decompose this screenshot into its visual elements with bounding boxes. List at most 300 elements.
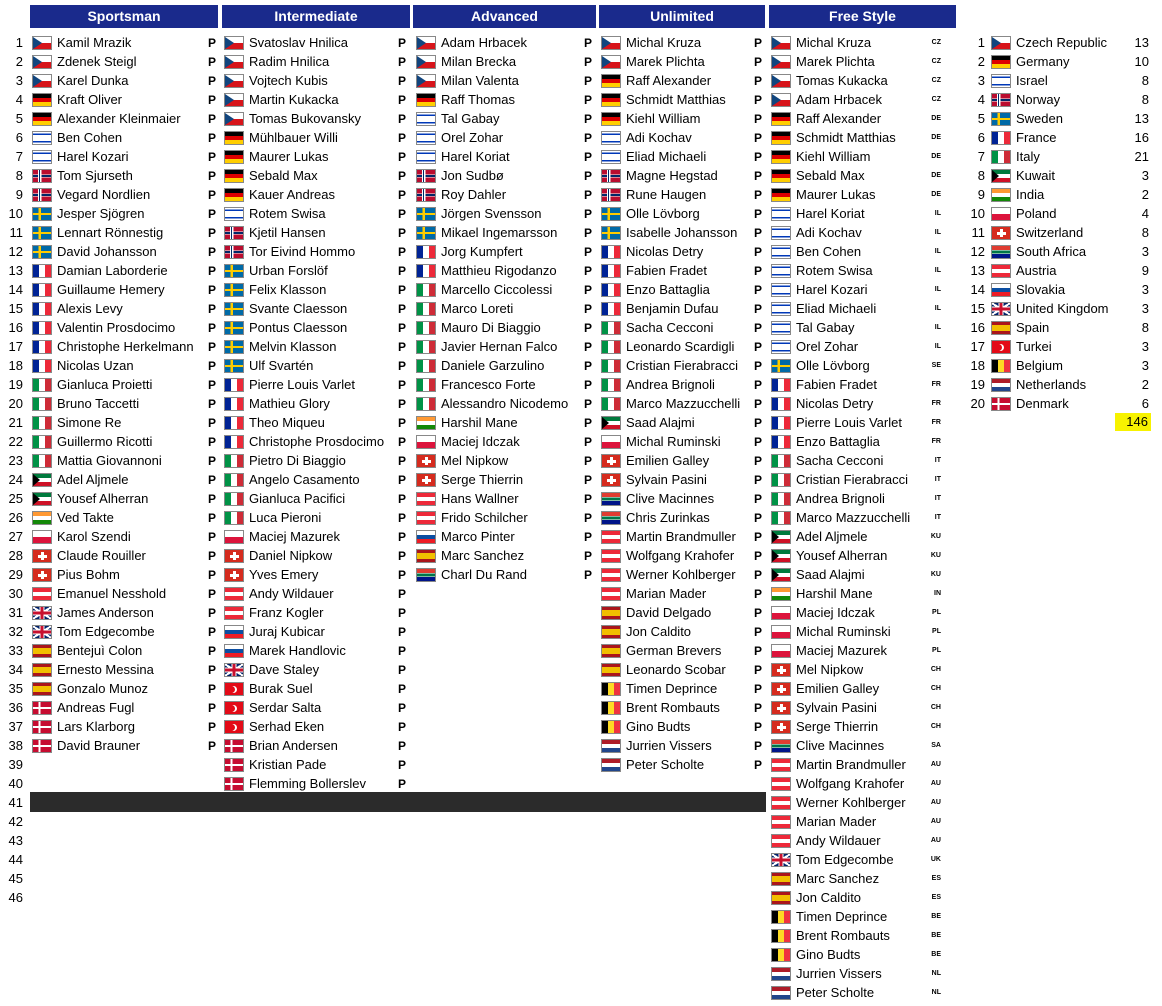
country-rank: 16 xyxy=(970,320,985,335)
competitor-name: Sacha Cecconi xyxy=(626,320,714,335)
status-mark: P xyxy=(397,35,406,50)
flag-fr-icon xyxy=(771,435,791,449)
competitor-name: German Brevers xyxy=(626,643,722,658)
country-row xyxy=(991,128,1111,147)
status-mark: P xyxy=(397,301,406,316)
freestyle-row xyxy=(771,926,941,945)
freestyle-row xyxy=(771,109,941,128)
row-number: 20 xyxy=(8,396,23,411)
competitor-name: Serge Thierrin xyxy=(796,719,879,734)
status-mark: P xyxy=(207,700,216,715)
flag-no-icon xyxy=(416,188,436,202)
country-row xyxy=(991,166,1111,185)
unlimited-row xyxy=(601,261,762,280)
intermediate-row xyxy=(224,622,406,641)
freestyle-row xyxy=(771,375,941,394)
flag-in-icon xyxy=(416,416,436,430)
advanced-row xyxy=(416,280,592,299)
flag-il-icon xyxy=(416,150,436,164)
flag-it-icon xyxy=(991,150,1011,164)
intermediate-row xyxy=(224,299,406,318)
flag-it-icon xyxy=(32,397,52,411)
flag-at-icon xyxy=(771,834,791,848)
country-code: CH xyxy=(930,685,941,692)
flag-il-icon xyxy=(771,283,791,297)
flag-cz-icon xyxy=(224,93,244,107)
flag-at-icon xyxy=(771,796,791,810)
sportsman-row xyxy=(32,527,216,546)
country-name: Germany xyxy=(1016,54,1070,69)
row-number: 2 xyxy=(15,54,23,69)
status-mark: P xyxy=(207,92,216,107)
status-mark: P xyxy=(583,301,592,316)
competitor-name: Isabelle Johansson xyxy=(626,225,738,240)
flag-dk-icon xyxy=(32,720,52,734)
flag-no-icon xyxy=(601,188,621,202)
unlimited-row xyxy=(601,527,762,546)
row-number: 37 xyxy=(8,719,23,734)
flag-es-icon xyxy=(601,606,621,620)
status-mark: P xyxy=(397,396,406,411)
row-number: 18 xyxy=(8,358,23,373)
sportsman-row xyxy=(32,90,216,109)
country-code: CH xyxy=(930,723,941,730)
flag-it-icon xyxy=(416,302,436,316)
country-rank: 8 xyxy=(977,168,985,183)
flag-de-icon xyxy=(224,131,244,145)
unlimited-row xyxy=(601,470,762,489)
competitor-name: Adel Aljmele xyxy=(796,529,868,544)
row-number: 42 xyxy=(8,814,23,829)
freestyle-row xyxy=(771,565,941,584)
intermediate-row xyxy=(224,337,406,356)
competitor-name: Yousef Alherran xyxy=(796,548,888,563)
flag-in-icon xyxy=(991,188,1011,202)
sportsman-row xyxy=(32,451,216,470)
intermediate-row xyxy=(224,394,406,413)
competitor-name: Marian Mader xyxy=(626,586,707,601)
sportsman-row xyxy=(32,299,216,318)
sportsman-row xyxy=(32,736,216,755)
country-count: 3 xyxy=(1141,282,1149,297)
flag-ch-icon xyxy=(416,454,436,468)
country-row xyxy=(991,299,1111,318)
advanced-row xyxy=(416,204,592,223)
flag-se-icon xyxy=(416,207,436,221)
intermediate-row xyxy=(224,204,406,223)
unlimited-row xyxy=(601,375,762,394)
sportsman-row xyxy=(32,185,216,204)
advanced-row xyxy=(416,489,592,508)
competitor-name: Raff Alexander xyxy=(626,73,712,88)
flag-fr-icon xyxy=(32,264,52,278)
competitor-name: Ved Takte xyxy=(57,510,114,525)
country-code: AU xyxy=(930,780,941,787)
status-mark: P xyxy=(583,35,592,50)
flag-it-icon xyxy=(32,454,52,468)
freestyle-row xyxy=(771,337,941,356)
status-mark: P xyxy=(207,168,216,183)
competitor-name: Andy Wildauer xyxy=(249,586,334,601)
country-rank: 17 xyxy=(970,339,985,354)
flag-fr-icon xyxy=(771,397,791,411)
country-code: CH xyxy=(930,704,941,711)
freestyle-row xyxy=(771,584,941,603)
country-rank: 2 xyxy=(977,54,985,69)
row-number: 40 xyxy=(8,776,23,791)
status-mark: P xyxy=(397,339,406,354)
competitor-name: Felix Klasson xyxy=(249,282,327,297)
competitor-name: Roy Dahler xyxy=(441,187,507,202)
status-mark: P xyxy=(753,377,762,392)
status-mark: P xyxy=(207,586,216,601)
competitor-name: Andrea Brignoli xyxy=(796,491,885,506)
status-mark: P xyxy=(753,301,762,316)
sportsman-row xyxy=(32,470,216,489)
flag-il-icon xyxy=(771,245,791,259)
country-count: 3 xyxy=(1141,358,1149,373)
row-number: 16 xyxy=(8,320,23,335)
competitor-name: Marc Sanchez xyxy=(441,548,525,563)
status-mark: P xyxy=(583,225,592,240)
competitor-name: Bruno Taccetti xyxy=(57,396,140,411)
freestyle-row xyxy=(771,299,941,318)
country-count: 21 xyxy=(1134,149,1149,164)
country-code: IL xyxy=(934,305,941,312)
status-mark: P xyxy=(397,244,406,259)
competitor-name: Milan Valenta xyxy=(441,73,519,88)
intermediate-row xyxy=(224,508,406,527)
status-mark: P xyxy=(397,320,406,335)
competitor-name: Enzo Battaglia xyxy=(626,282,710,297)
sportsman-row xyxy=(32,280,216,299)
status-mark: P xyxy=(753,567,762,582)
flag-cz-icon xyxy=(991,36,1011,50)
row-number: 21 xyxy=(8,415,23,430)
status-mark: P xyxy=(207,301,216,316)
competitor-name: Ben Cohen xyxy=(57,130,123,145)
flag-it-icon xyxy=(601,340,621,354)
status-mark: P xyxy=(207,738,216,753)
flag-nl-icon xyxy=(771,986,791,1000)
status-mark: P xyxy=(207,263,216,278)
flag-es-icon xyxy=(416,549,436,563)
intermediate-row xyxy=(224,90,406,109)
sportsman-row xyxy=(32,166,216,185)
competitor-name: Daniele Garzulino xyxy=(441,358,545,373)
flag-be-icon xyxy=(601,682,621,696)
competitor-name: Michal Kruza xyxy=(796,35,872,50)
flag-it-icon xyxy=(601,378,621,392)
freestyle-row xyxy=(771,90,941,109)
flag-no-icon xyxy=(416,169,436,183)
status-mark: P xyxy=(397,149,406,164)
status-mark: P xyxy=(583,263,592,278)
flag-no-icon xyxy=(224,245,244,259)
intermediate-row xyxy=(224,774,406,793)
unlimited-row xyxy=(601,337,762,356)
flag-it-icon xyxy=(32,416,52,430)
competitor-name: Marian Mader xyxy=(796,814,877,829)
country-rank: 18 xyxy=(970,358,985,373)
country-name: Italy xyxy=(1016,149,1040,164)
flag-de-icon xyxy=(601,112,621,126)
country-code: SA xyxy=(931,742,941,749)
flag-fr-icon xyxy=(224,378,244,392)
sportsman-row xyxy=(32,318,216,337)
competitor-name: Maciej Mazurek xyxy=(796,643,888,658)
row-number: 41 xyxy=(8,795,23,810)
flag-kw-icon xyxy=(771,530,791,544)
row-number: 11 xyxy=(9,225,23,240)
status-mark: P xyxy=(583,92,592,107)
competitor-name: David Johansson xyxy=(57,244,157,259)
status-mark: P xyxy=(583,358,592,373)
country-count: 3 xyxy=(1141,339,1149,354)
competitor-name: Michal Ruminski xyxy=(796,624,891,639)
freestyle-row xyxy=(771,964,941,983)
flag-cz-icon xyxy=(32,36,52,50)
flag-de-icon xyxy=(601,74,621,88)
competitor-name: Peter Scholte xyxy=(626,757,705,772)
flag-de-icon xyxy=(224,188,244,202)
status-mark: P xyxy=(753,415,762,430)
advanced-row xyxy=(416,128,592,147)
competitor-name: Pontus Claesson xyxy=(249,320,348,335)
status-mark: P xyxy=(207,681,216,696)
flag-dk-icon xyxy=(224,777,244,791)
competitor-name: Marco Loreti xyxy=(441,301,514,316)
intermediate-row xyxy=(224,584,406,603)
advanced-row xyxy=(416,394,592,413)
country-code: NL xyxy=(931,970,941,977)
freestyle-row xyxy=(771,945,941,964)
country-code: DE xyxy=(931,172,941,179)
competitor-name: Marco Mazzucchelli xyxy=(796,510,911,525)
status-mark: P xyxy=(397,206,406,221)
flag-es-icon xyxy=(32,682,52,696)
competitor-name: Sebald Max xyxy=(796,168,865,183)
sportsman-row xyxy=(32,603,216,622)
country-rank: 12 xyxy=(970,244,985,259)
flag-fr-icon xyxy=(32,340,52,354)
sportsman-row xyxy=(32,128,216,147)
competitor-name: Valentin Prosdocimo xyxy=(57,320,176,335)
row-number: 7 xyxy=(15,149,23,164)
row-number: 31 xyxy=(8,605,23,620)
advanced-row xyxy=(416,90,592,109)
freestyle-row xyxy=(771,793,941,812)
status-mark: P xyxy=(397,624,406,639)
flag-no-icon xyxy=(32,169,52,183)
intermediate-row xyxy=(224,755,406,774)
competitor-name: Karol Szendi xyxy=(57,529,131,544)
unlimited-row xyxy=(601,679,762,698)
row-number: 26 xyxy=(8,510,23,525)
status-mark: P xyxy=(207,434,216,449)
competitor-name: Angelo Casamento xyxy=(249,472,360,487)
competitor-name: Andrea Brignoli xyxy=(626,377,715,392)
flag-at-icon xyxy=(32,587,52,601)
competitor-name: Tomas Bukovansky xyxy=(249,111,361,126)
competitor-name: Orel Zohar xyxy=(796,339,859,354)
status-mark: P xyxy=(207,415,216,430)
flag-it-icon xyxy=(416,359,436,373)
country-code: IN xyxy=(934,590,941,597)
freestyle-row xyxy=(771,850,941,869)
status-mark: P xyxy=(207,282,216,297)
flag-ch-icon xyxy=(224,568,244,582)
country-code: IL xyxy=(934,210,941,217)
competitor-name: Eliad Michaeli xyxy=(626,149,707,164)
competitor-name: Vegard Nordlien xyxy=(57,187,151,202)
competitor-name: Yves Emery xyxy=(249,567,319,582)
competitor-name: Marc Sanchez xyxy=(796,871,880,886)
flag-cz-icon xyxy=(601,36,621,50)
status-mark: P xyxy=(583,187,592,202)
country-name: Poland xyxy=(1016,206,1057,221)
country-count: 16 xyxy=(1134,130,1149,145)
competitor-name: Tomas Kukacka xyxy=(796,73,888,88)
sportsman-row xyxy=(32,546,216,565)
flag-de-icon xyxy=(224,150,244,164)
row-number: 25 xyxy=(8,491,23,506)
flag-il-icon xyxy=(771,340,791,354)
flag-tr-icon xyxy=(224,720,244,734)
flag-es-icon xyxy=(601,625,621,639)
unlimited-row xyxy=(601,223,762,242)
row-number: 9 xyxy=(15,187,23,202)
status-mark: P xyxy=(753,529,762,544)
competitor-name: Wolfgang Krahofer xyxy=(796,776,905,791)
flag-pl-icon xyxy=(771,644,791,658)
competitor-name: Cristian Fierabracci xyxy=(796,472,908,487)
status-mark: P xyxy=(753,282,762,297)
flag-cz-icon xyxy=(224,36,244,50)
status-mark: P xyxy=(397,681,406,696)
row-number: 3 xyxy=(15,73,23,88)
country-code: IL xyxy=(934,229,941,236)
sportsman-row xyxy=(32,584,216,603)
competitor-name: Saad Alajmi xyxy=(626,415,695,430)
flag-it-icon xyxy=(601,359,621,373)
sportsman-row xyxy=(32,71,216,90)
sportsman-row xyxy=(32,508,216,527)
competitor-name: Benjamin Dufau xyxy=(626,301,719,316)
country-code: CZ xyxy=(931,39,941,46)
competitor-name: Juraj Kubicar xyxy=(249,624,325,639)
status-mark: P xyxy=(753,263,762,278)
unlimited-row xyxy=(601,603,762,622)
competitor-name: Harel Kozari xyxy=(796,282,868,297)
status-mark: P xyxy=(397,358,406,373)
flag-za-icon xyxy=(771,739,791,753)
competitor-name: Maurer Lukas xyxy=(249,149,329,164)
flag-se-icon xyxy=(224,264,244,278)
competitor-name: Brent Rombauts xyxy=(626,700,720,715)
competitor-name: Matthieu Rigodanzo xyxy=(441,263,557,278)
status-mark: P xyxy=(397,510,406,525)
flag-it-icon xyxy=(601,321,621,335)
flag-de-icon xyxy=(601,93,621,107)
competitor-name: Daniel Nipkow xyxy=(249,548,333,563)
freestyle-row xyxy=(771,128,941,147)
competitor-name: Jörgen Svensson xyxy=(441,206,542,221)
country-name: France xyxy=(1016,130,1057,145)
header-sportsman: Sportsman xyxy=(30,5,218,28)
flag-it-icon xyxy=(416,378,436,392)
country-code: ES xyxy=(931,875,941,882)
intermediate-row xyxy=(224,318,406,337)
intermediate-row xyxy=(224,736,406,755)
freestyle-row xyxy=(771,888,941,907)
flag-no-icon xyxy=(224,226,244,240)
flag-dk-icon xyxy=(991,397,1011,411)
status-mark: P xyxy=(207,73,216,88)
freestyle-row xyxy=(771,185,941,204)
row-number: 8 xyxy=(15,168,23,183)
flag-de-icon xyxy=(32,93,52,107)
row-number: 43 xyxy=(8,833,23,848)
status-mark: P xyxy=(753,738,762,753)
competitor-name: Harel Koriat xyxy=(441,149,510,164)
status-mark: P xyxy=(207,548,216,563)
advanced-row xyxy=(416,527,592,546)
sportsman-row xyxy=(32,622,216,641)
unlimited-row xyxy=(601,128,762,147)
competitor-name: Svante Claesson xyxy=(249,301,348,316)
status-mark: P xyxy=(207,453,216,468)
competitor-name: Guillermo Ricotti xyxy=(57,434,153,449)
competitor-name: Flemming Bollerslev xyxy=(249,776,367,791)
flag-pl-icon xyxy=(771,606,791,620)
status-mark: P xyxy=(753,358,762,373)
competitor-name: Rune Haugen xyxy=(626,187,707,202)
country-rank: 1 xyxy=(977,35,985,50)
intermediate-row xyxy=(224,261,406,280)
flag-dk-icon xyxy=(32,739,52,753)
unlimited-row xyxy=(601,698,762,717)
country-name: Belgium xyxy=(1016,358,1063,373)
country-code: DE xyxy=(931,134,941,141)
flag-ch-icon xyxy=(601,454,621,468)
competitor-name: Marco Pinter xyxy=(441,529,515,544)
freestyle-row xyxy=(771,318,941,337)
country-code: AU xyxy=(930,761,941,768)
advanced-row xyxy=(416,33,592,52)
advanced-row xyxy=(416,546,592,565)
status-mark: P xyxy=(397,263,406,278)
advanced-row xyxy=(416,508,592,527)
intermediate-row xyxy=(224,128,406,147)
status-mark: P xyxy=(207,719,216,734)
flag-fr-icon xyxy=(32,359,52,373)
status-mark: P xyxy=(207,510,216,525)
row-number: 27 xyxy=(8,529,23,544)
competitor-name: Raff Thomas xyxy=(441,92,515,107)
competitor-name: Tor Eivind Hommo xyxy=(249,244,356,259)
flag-ch-icon xyxy=(991,226,1011,240)
country-code: IT xyxy=(934,514,941,521)
status-mark: P xyxy=(583,510,592,525)
status-mark: P xyxy=(397,282,406,297)
flag-nl-icon xyxy=(991,378,1011,392)
competitor-name: Claude Rouiller xyxy=(57,548,146,563)
competitor-name: Ben Cohen xyxy=(796,244,862,259)
sportsman-row xyxy=(32,717,216,736)
competitor-name: Clive Macinnes xyxy=(626,491,715,506)
competitor-name: Sylvain Pasini xyxy=(796,700,877,715)
